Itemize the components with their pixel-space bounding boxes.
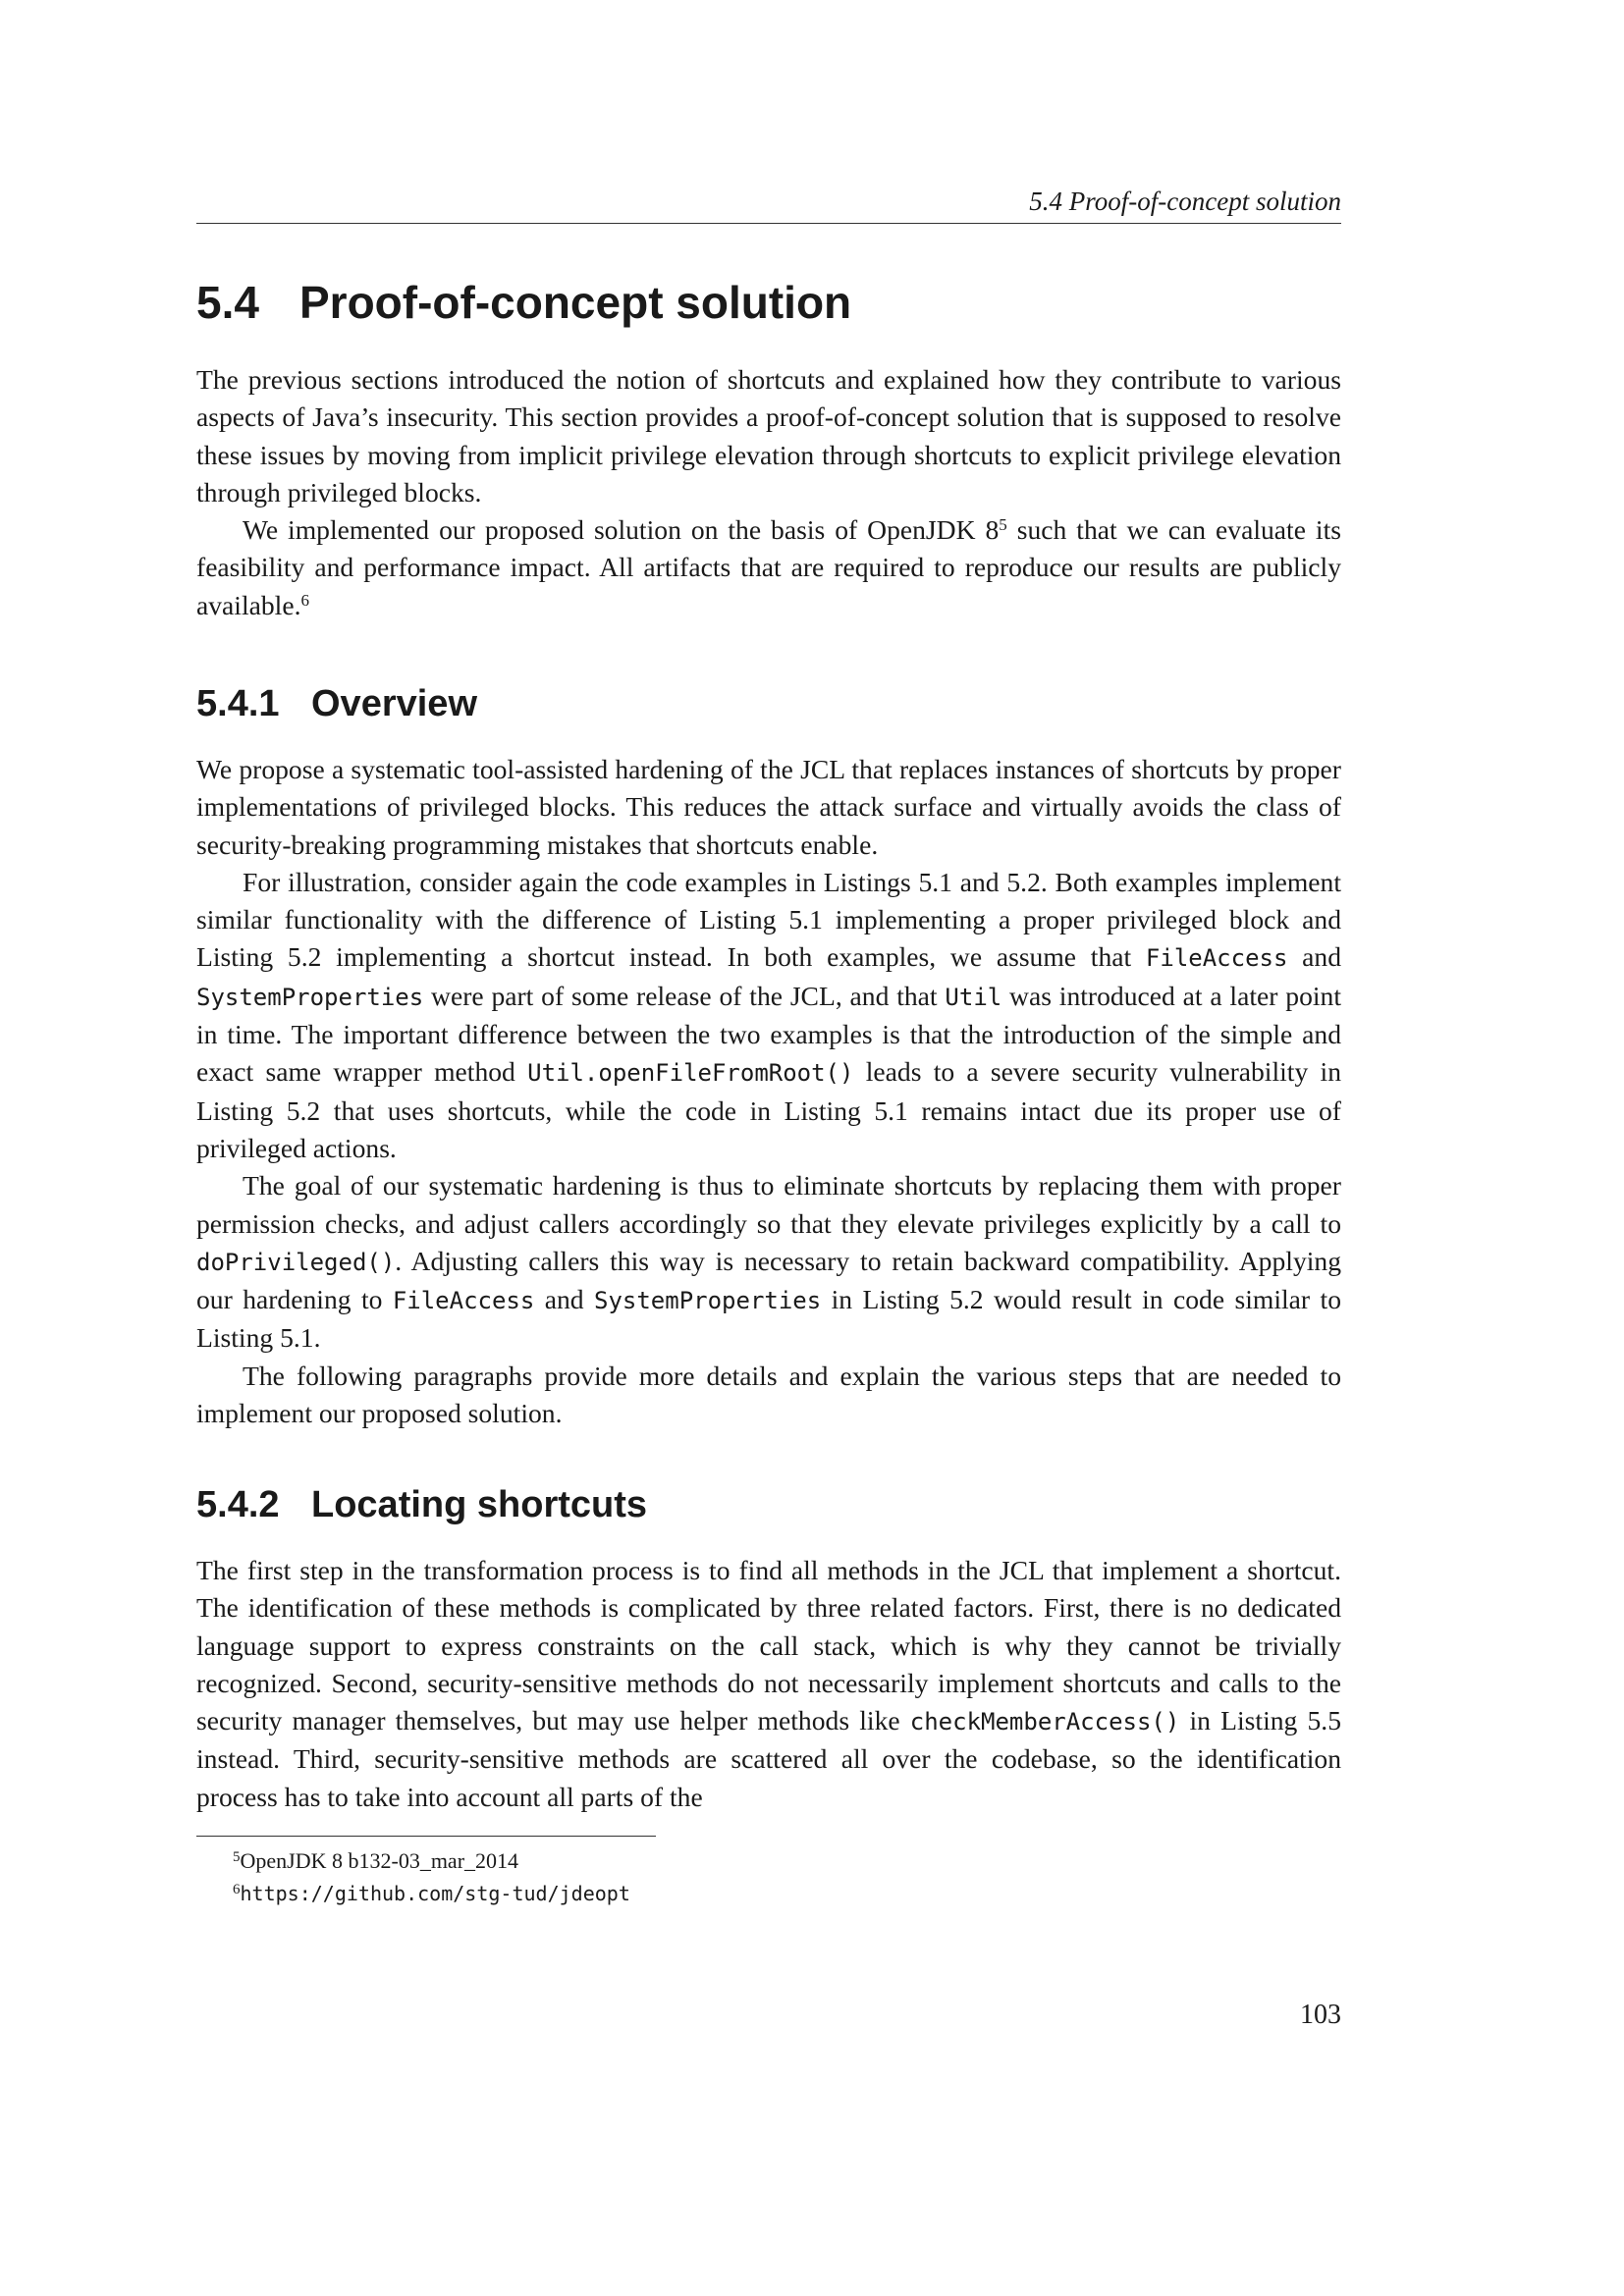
page-number: 103: [1300, 2000, 1341, 2030]
code-openfilefromroot: Util.openFileFromRoot(): [527, 1059, 854, 1088]
footnote-5: $^5$OpenJDK 8 b132-03_mar_2014: [233, 1848, 519, 1873]
overview-block: [196, 751, 1341, 1432]
section-number: 5.4: [196, 277, 259, 328]
code-checkmemberaccess: checkMemberAccess(): [909, 1708, 1180, 1736]
section-title-text: Proof-of-concept solution: [299, 277, 852, 328]
code-systemproperties: SystemProperties: [196, 983, 424, 1011]
overview-paragraph-2: For illustration, consider again the code examples in Listings 5.1 and 5.2. Both examples implement similar functionality with the difference of Listing 5.1 implementing a proper privileged block and Listing 5.2 implementing a shortcut instead. In both examples, we assume that FileAccess and SystemProperties were part of some release of the JCL, and that Util was introduced at a later point in time. The important difference between the two examples is that the introduction of the simple and exact same wrapper method Util.openFileFromRoot() leads to a severe security vulnerability in Listing 5.2 that uses shortcuts, while the code in Listing 5.1 remains intact due its proper use of privileged actions.: [196, 866, 1341, 1163]
footnote-separator: [196, 1836, 656, 1837]
overview-paragraph-4: The following paragraphs provide more details and explain the various steps that are needed to implement our proposed solution.: [196, 1360, 1341, 1429]
code-fileaccess: FileAccess: [1145, 944, 1288, 973]
running-header: 5.4 Proof-of-concept solution: [196, 184, 1341, 224]
section-title: [196, 273, 851, 332]
footnote-ref-5[interactable]: 5: [999, 515, 1007, 535]
subsection-title-locating: 5.4.2 Locating shortcuts: [196, 1484, 648, 1525]
locating-paragraph-1: The first step in the transformation process is to find all methods in the JCL that implement a shortcut. The identification of these methods is complicated by three related factors. First, there is no dedicated language support to express constraints on the call stack, which is why they cannot be trivially recognized. Second, security-sensitive methods do not necessarily implement shortcuts and calls to the security manager themselves, but may use helper methods like checkMemberAccess() in Listing 5.5 instead. Third, security-sensitive methods are scattered all over the codebase, so the identification process has to take into account all parts of the: [196, 1555, 1341, 1812]
intro-block: [196, 361, 1341, 624]
footnote-link[interactable]: https://github.com/stg-tud/jdeopt: [240, 1882, 630, 1905]
footnote-6: $^6$https://github.com/stg-tud/jdeopt: [233, 1882, 630, 1905]
intro-paragraph-2: We implemented our proposed solution on the basis of OpenJDK $8^5$ such that we can evaluate its feasibility and performance impact. All artifacts that are required to reproduce our results are publicly available.$^6$: [196, 514, 1341, 620]
footnotes: [196, 1844, 1341, 1910]
overview-paragraph-1: We propose a systematic tool-assisted hardening of the JCL that replaces instances of shortcuts by proper implementations of privileged blocks. This reduces the attack surface and virtually avoids the class of security-breaking programming mistakes that shortcuts enable.: [196, 754, 1341, 860]
footnote-ref-6[interactable]: 6: [300, 590, 309, 610]
locating-block: [196, 1552, 1341, 1816]
intro-paragraph-1: The previous sections introduced the notion of shortcuts and explained how they contribute to various aspects of Java’s insecurity. This section provides a proof-of-concept solution that is supposed to resolve these issues by moving from implicit privilege elevation through shortcuts to explicit privilege elevation through privileged blocks.: [196, 364, 1341, 507]
code-doprivileged: doPrivileged(): [196, 1248, 396, 1276]
subsection-title-overview: 5.4.1 Overview: [196, 683, 477, 724]
code-fileaccess: FileAccess: [392, 1287, 535, 1315]
code-util: Util: [945, 983, 1002, 1011]
code-systemproperties: SystemProperties: [594, 1287, 822, 1315]
overview-paragraph-3: The goal of our systematic hardening is thus to eliminate shortcuts by replacing them with proper permission checks, and adjust callers accordingly so that they elevate privileges explicitly by a call to doPrivileged(). Adjusting callers this way is necessary to retain backward compatibility. Applying our hardening to FileAccess and SystemProperties in Listing 5.2 would result in code similar to Listing 5.1.: [196, 1170, 1341, 1354]
